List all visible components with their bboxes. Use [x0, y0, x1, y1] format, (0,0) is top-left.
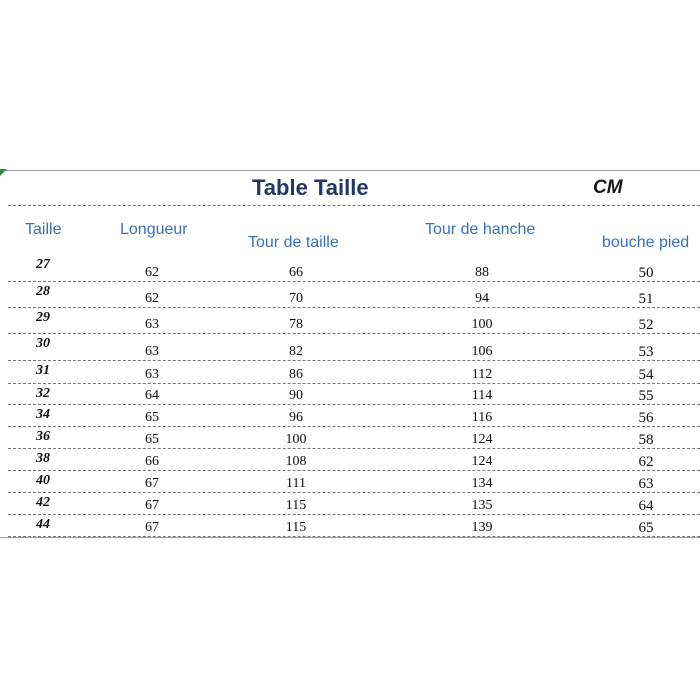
cell-taille: 29: [36, 310, 50, 325]
cell-taille: 40: [36, 473, 50, 488]
cell-tour-de-hanche: 94: [475, 291, 489, 306]
cell-tour-de-taille: 86: [289, 367, 303, 382]
cell-bouche-pied: 53: [638, 344, 654, 360]
cell-tour-de-taille: 115: [285, 520, 307, 535]
cell-taille: 32: [36, 386, 50, 401]
cell-tour-de-taille: 111: [286, 476, 306, 491]
cell-tour-de-hanche: 88: [475, 265, 489, 280]
table-row: [0, 471, 700, 493]
cell-bouche-pied: 52: [638, 317, 654, 333]
table-row: [0, 427, 700, 449]
header-tour-de-taille: Tour de taille: [248, 234, 339, 251]
cell-bouche-pied: 58: [638, 432, 654, 448]
cell-taille: 38: [36, 451, 50, 466]
cell-bouche-pied: 54: [638, 367, 654, 383]
cell-tour-de-taille: 82: [289, 344, 303, 359]
cell-tour-de-taille: 115: [285, 498, 307, 513]
cell-tour-de-taille: 90: [289, 388, 303, 403]
cell-longueur: 63: [145, 367, 159, 382]
cell-taille: 44: [36, 517, 50, 532]
table-row: [0, 334, 700, 361]
cell-tour-de-hanche: 134: [471, 476, 493, 491]
cell-taille: 42: [36, 495, 50, 510]
table-row: [0, 255, 700, 282]
cell-longueur: 64: [145, 388, 159, 403]
cell-longueur: 67: [145, 476, 159, 491]
header-longueur: Longueur: [120, 221, 188, 238]
cell-longueur: 67: [145, 498, 159, 513]
cell-bouche-pied: 63: [638, 476, 654, 492]
cell-tour-de-taille: 66: [289, 265, 303, 280]
table-row: [0, 361, 700, 384]
table-row: [0, 515, 700, 537]
cell-tour-de-hanche: 124: [471, 454, 493, 469]
table-row: [0, 405, 700, 427]
cell-tour-de-hanche: 100: [471, 317, 493, 332]
cell-tour-de-taille: 108: [285, 454, 307, 469]
cell-tour-de-hanche: 106: [471, 344, 493, 359]
cell-corner-marker: [0, 169, 7, 176]
cell-taille: 31: [36, 363, 50, 378]
table-row: [0, 493, 700, 515]
cell-tour-de-taille: 70: [289, 291, 303, 306]
cell-tour-de-taille: 100: [285, 432, 307, 447]
cell-bouche-pied: 51: [638, 291, 654, 307]
cell-bouche-pied: 64: [638, 498, 654, 514]
title-divider: [8, 205, 700, 206]
cell-longueur: 67: [145, 520, 159, 535]
cell-tour-de-taille: 78: [289, 317, 303, 332]
table-row: [0, 384, 700, 405]
table-row: [0, 308, 700, 334]
header-taille: Taille: [25, 221, 62, 238]
cell-taille: 36: [36, 429, 50, 444]
cell-tour-de-taille: 96: [289, 410, 303, 425]
header-tour-de-hanche: Tour de hanche: [425, 221, 536, 238]
table-row: [0, 282, 700, 308]
cell-taille: 34: [36, 407, 50, 422]
cell-longueur: 63: [145, 344, 159, 359]
cell-tour-de-hanche: 112: [471, 367, 493, 382]
cell-bouche-pied: 55: [638, 388, 654, 404]
cell-tour-de-hanche: 116: [471, 410, 493, 425]
cell-taille: 30: [36, 336, 50, 351]
table-row: [0, 449, 700, 471]
cell-taille: 28: [36, 284, 50, 299]
cell-longueur: 63: [145, 317, 159, 332]
cell-longueur: 65: [145, 432, 159, 447]
cell-tour-de-hanche: 139: [471, 520, 493, 535]
cell-tour-de-hanche: 124: [471, 432, 493, 447]
table-title: Table Taille: [252, 175, 369, 200]
header-bouche-pied: bouche pied: [602, 234, 690, 251]
cell-taille: 27: [36, 257, 50, 272]
cell-longueur: 62: [145, 265, 159, 280]
cell-bouche-pied: 65: [638, 520, 654, 536]
cell-bouche-pied: 50: [638, 265, 654, 281]
cell-bouche-pied: 62: [638, 454, 654, 470]
size-chart-table: [0, 170, 700, 538]
cell-longueur: 62: [145, 291, 159, 306]
cell-longueur: 66: [145, 454, 159, 469]
cell-tour-de-hanche: 135: [471, 498, 493, 513]
cell-bouche-pied: 56: [638, 410, 654, 426]
row-divider: [8, 536, 700, 537]
unit-label: CM: [593, 177, 623, 198]
cell-tour-de-hanche: 114: [471, 388, 493, 403]
cell-longueur: 65: [145, 410, 159, 425]
